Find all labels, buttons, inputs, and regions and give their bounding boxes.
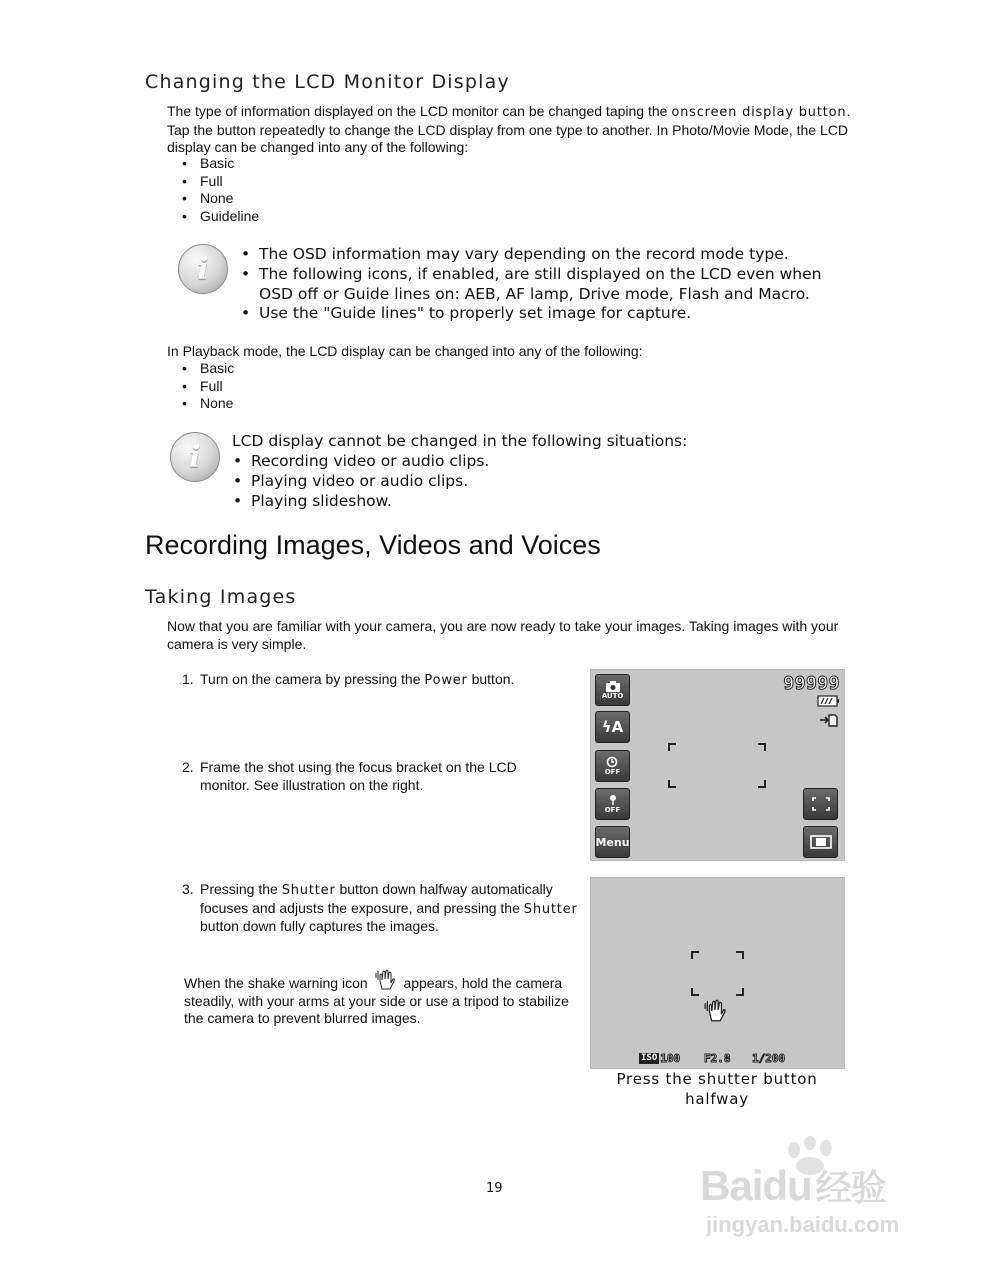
intro-text-b: . Tap the button repeatedly to change the LCD display from one type to another. In Photo/Movie Mode, the LCD display can be changed into any of the following:	[167, 103, 851, 156]
step-text: Turn on the camera by pressing the	[200, 671, 425, 687]
list-item: • Playing slideshow.	[232, 492, 832, 512]
watermark-url: jingyan.baidu.com	[706, 1212, 900, 1237]
list-item: • Playing video or audio clips.	[232, 472, 832, 492]
info-icon: i	[178, 244, 228, 294]
camera-icon	[605, 680, 621, 692]
display-mode-button	[803, 826, 838, 858]
list-item: • None	[168, 395, 234, 413]
step-text: button.	[467, 671, 515, 687]
watermark-cn: 经验	[815, 1168, 886, 1209]
memory-storage-icon	[818, 712, 838, 728]
list-item: • The OSD information may vary depending on the record mode type.	[233, 245, 853, 265]
shake-warning-icon	[374, 969, 398, 991]
focus-bracket	[691, 951, 699, 959]
shake-text-b: appears, hold the camera steadily, with your arms at your side or use a tripod to stabilize the camera to prevent blurred images.	[184, 975, 569, 1027]
list-item: • Full	[168, 173, 259, 191]
section-heading-taking-images: Taking Images	[145, 586, 297, 608]
list-item: • None	[168, 190, 259, 208]
focus-bracket	[668, 780, 676, 788]
illustration-caption: Press the shutter button halfway	[616, 1070, 818, 1108]
shake-warning-icon	[703, 999, 729, 1023]
iso-badge: ISO	[641, 1053, 658, 1063]
battery-icon	[817, 695, 839, 707]
osd-display-icon	[810, 835, 832, 849]
shutter-speed-readout: 1/200	[752, 1052, 786, 1065]
list-item: • Basic	[168, 155, 259, 173]
watermark-brand	[700, 1160, 886, 1211]
focus-bracket	[668, 743, 676, 751]
info-icon: i	[170, 432, 220, 482]
shutter-term: Shutter	[281, 883, 336, 898]
playback-intro: In Playback mode, the LCD display can be changed into any of the following:	[167, 343, 643, 359]
macro-flower-icon	[607, 794, 619, 806]
shake-warning-paragraph	[184, 969, 579, 1028]
note-title: LCD display cannot be changed in the following situations:	[232, 432, 688, 450]
step-number: 2.	[182, 759, 194, 775]
aperture-readout: F2.8	[704, 1052, 731, 1065]
section-heading-lcd-display: Changing the LCD Monitor Display	[145, 71, 510, 93]
focus-frame-icon	[812, 797, 830, 811]
timer-icon	[606, 756, 620, 768]
macro-button	[595, 788, 630, 820]
power-term: Power	[424, 673, 468, 688]
photo-mode-options	[168, 155, 259, 225]
focus-bracket	[736, 951, 744, 959]
self-timer-button	[595, 750, 630, 782]
playback-mode-options	[168, 360, 234, 413]
flash-icon: ϟA	[601, 717, 624, 736]
list-item: • Basic	[168, 360, 234, 378]
onscreen-display-term: onscreen display button	[671, 105, 847, 120]
step-text: Frame the shot using the focus bracket on the LCD monitor. See illustration on the right.	[200, 759, 517, 793]
timer-label: OFF	[604, 768, 621, 776]
mode-label: AUTO	[601, 692, 624, 700]
step-number: 1.	[182, 671, 194, 687]
intro-paragraph	[167, 103, 857, 157]
shutter-term: Shutter	[523, 901, 578, 917]
shake-text-a: When the shake warning icon	[184, 975, 368, 991]
step-text: button down fully captures the images.	[200, 918, 439, 935]
iso-value: 100	[660, 1052, 681, 1065]
list-item: • The following icons, if enabled, are still displayed on the LCD even when OSD off or Guide lines on: AEB, AF lamp, Drive mode, Flash and Macro.	[233, 265, 853, 305]
lcd-illustration-frame	[590, 669, 845, 861]
note-osd	[233, 245, 853, 324]
focus-bracket	[758, 743, 766, 751]
list-item: • Guideline	[168, 208, 259, 226]
macro-label: OFF	[604, 806, 621, 814]
step-number: 3.	[182, 881, 194, 897]
chapter-heading: Recording Images, Videos and Voices	[145, 530, 601, 560]
list-item: • Use the "Guide lines" to properly set image for capture.	[233, 304, 853, 324]
intro-text-a: The type of information displayed on the LCD monitor can be changed taping the	[167, 103, 672, 119]
camera-mode-button	[595, 674, 630, 706]
iso-readout	[639, 1052, 680, 1065]
taking-images-intro: Now that you are familiar with your camera, you are now ready to take your images. Taking images with your camera is very simple.	[167, 618, 839, 652]
page-number: 19	[486, 1181, 503, 1196]
list-item: • Full	[168, 378, 234, 396]
step-text: Pressing the	[200, 881, 282, 897]
note-restrictions	[232, 452, 832, 511]
focus-area-button	[803, 788, 838, 820]
focus-bracket	[691, 988, 699, 996]
watermark-brand-b: du	[762, 1162, 812, 1209]
watermark-brand-a: Bai	[700, 1162, 763, 1209]
step-text: button down halfway automatically focuses and adjusts the exposure, and pressing the	[200, 881, 553, 916]
focus-bracket	[736, 988, 744, 996]
flash-button	[595, 711, 630, 743]
list-item: • Recording video or audio clips.	[232, 452, 832, 472]
menu-button	[595, 826, 630, 858]
menu-label: Menu	[595, 835, 630, 849]
focus-bracket	[758, 780, 766, 788]
lcd-half-press-illustration	[590, 877, 845, 1069]
shots-remaining: 99999	[783, 673, 840, 694]
